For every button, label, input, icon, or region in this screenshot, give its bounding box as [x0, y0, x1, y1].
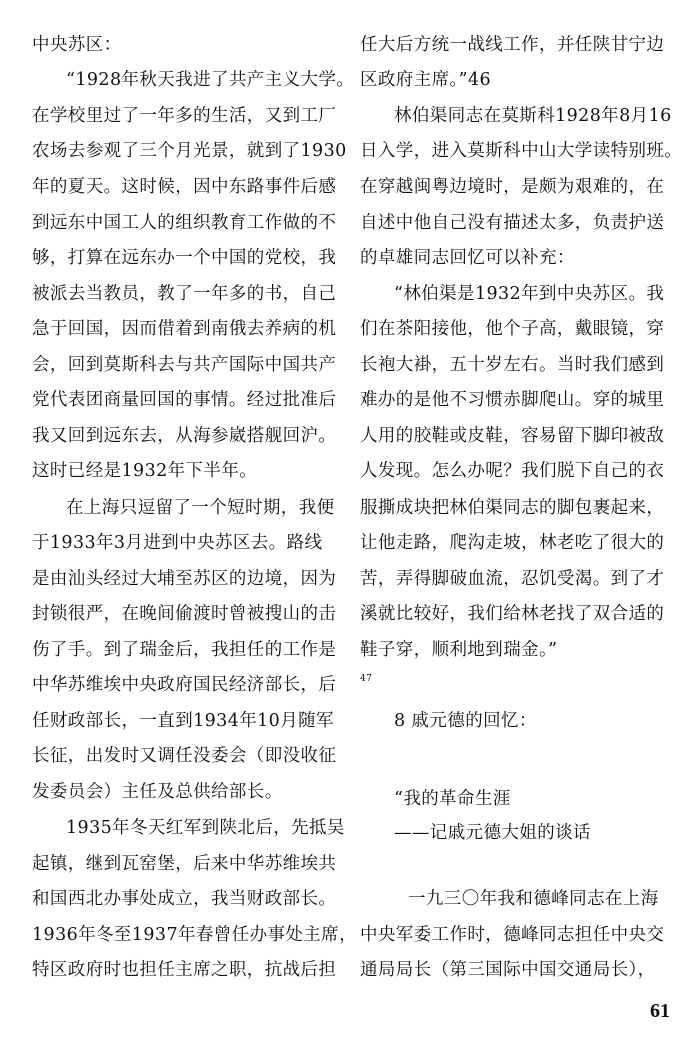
text-line: 被派去当教员，教了一年多的书，自己 [32, 284, 337, 304]
text-line: 会，回到莫斯科去与共产国际中国共产 [32, 355, 337, 375]
text-line: 在穿越闽粤边境时，是颇为艰难的，在 [360, 177, 665, 197]
quote-title: “我的革命生涯 [394, 789, 511, 809]
text-line: 中央苏区： [32, 35, 122, 55]
text-line: 起镇，继到瓦窑堡，后来中华苏维埃共 [32, 854, 337, 874]
text-line: “1928年秋天我进了共产主义大学。 [66, 70, 355, 90]
text-line: 发委员会）主任及总供给部长。 [32, 782, 283, 802]
text-line: 急于回国，因而借着到南俄去养病的机 [32, 319, 337, 339]
text-line: 1936年冬至1937年春曾任办事处主席， [32, 925, 357, 945]
text-line: 中央军委工作时，德峰同志担任中央交 [360, 925, 665, 945]
text-line: 区政府主席。”46 [360, 70, 492, 90]
text-line: 中华苏维埃中央政府国民经济部长，后 [32, 675, 337, 695]
text-line: 一九三〇年我和德峰同志在上海 [408, 889, 659, 909]
text-line: 人发现。怎么办呢？我们脱下自己的衣 [360, 461, 665, 481]
text-line: 溪就比较好，我们给林老找了双合适的 [360, 604, 665, 624]
text-line: 林伯渠同志在莫斯科1928年8月16 [394, 106, 672, 126]
footnote-marker: 47 [360, 674, 373, 684]
text-line: 年的夏天。这时候，因中东路事件后感 [32, 177, 337, 197]
text-line: “林伯渠是1932年到中央苏区。我 [394, 284, 665, 304]
text-line: 们在茶阳接他，他个子高，戴眼镜，穿 [360, 319, 665, 339]
text-line: 让他走路，爬沟走坡，林老吃了很大的 [360, 533, 665, 553]
text-line: 任大后方统一战线工作，并任陕甘宁边 [360, 35, 665, 55]
text-line: 人用的胶鞋或皮鞋，容易留下脚印被敌 [360, 426, 665, 446]
page-number: 61 [650, 1000, 670, 1022]
text-line: 和国西北办事处成立，我当财政部长。 [32, 889, 337, 909]
text-line: 长征，出发时又调任没委会（即没收征 [32, 746, 337, 766]
text-line: 到远东中国工人的组织教育工作做的不 [32, 213, 337, 233]
text-line: 我又回到远东去，从海参崴搭舰回沪。 [32, 426, 337, 446]
text-line: 在学校里过了一年多的生活，又到工厂 [32, 106, 337, 126]
text-line: 日入学，进入莫斯科中山大学读特别班。 [360, 141, 683, 161]
text-line: 伤了手。到了瑞金后，我担任的工作是 [32, 640, 337, 660]
quote-subtitle: ——记戚元德大姐的谈话 [394, 823, 591, 843]
text-line: 任财政部长，一直到1934年10月随军 [32, 711, 334, 731]
text-line: 难办的是他不习惯赤脚爬山。穿的城里 [360, 390, 665, 410]
section-heading: 8 戚元德的回忆： [394, 711, 537, 731]
text-line: 苦，弄得脚破血流，忍饥受渴。到了才 [360, 569, 665, 589]
text-line: 封锁很严，在晚间偷渡时曾被搜山的击 [32, 604, 337, 624]
text-line: 的卓雄同志回忆可以补充： [360, 248, 575, 268]
text-line: 自述中他自己没有描述太多，负责护送 [360, 213, 665, 233]
text-line: 党代表团商量回国的事情。经过批准后 [32, 390, 337, 410]
text-line: 通局局长（第三国际中国交通局长）， [360, 960, 656, 980]
text-line: 1935年冬天红军到陕北后，先抵吴 [66, 818, 345, 838]
text-line: 是由汕头经过大埔至苏区的边境，因为 [32, 569, 337, 589]
text-line: 农场去参观了三个月光景，就到了1930 [32, 141, 347, 161]
text-line: 这时已经是1932年下半年。 [32, 461, 258, 481]
text-line: 于1933年3月进到中央苏区去。路线 [32, 533, 323, 553]
text-line: 特区政府时也担任主席之职，抗战后担 [32, 960, 337, 980]
text-line: 鞋子穿，顺利地到瑞金。” [360, 640, 558, 660]
text-line: 服撕成块把林伯渠同志的脚包裹起来， [360, 498, 665, 518]
text-line: 够，打算在远东办一个中国的党校，我 [32, 248, 337, 268]
text-line: 长袍大褂，五十岁左右。当时我们感到 [360, 355, 665, 375]
text-line: 在上海只逗留了一个短时期，我便 [66, 498, 335, 518]
